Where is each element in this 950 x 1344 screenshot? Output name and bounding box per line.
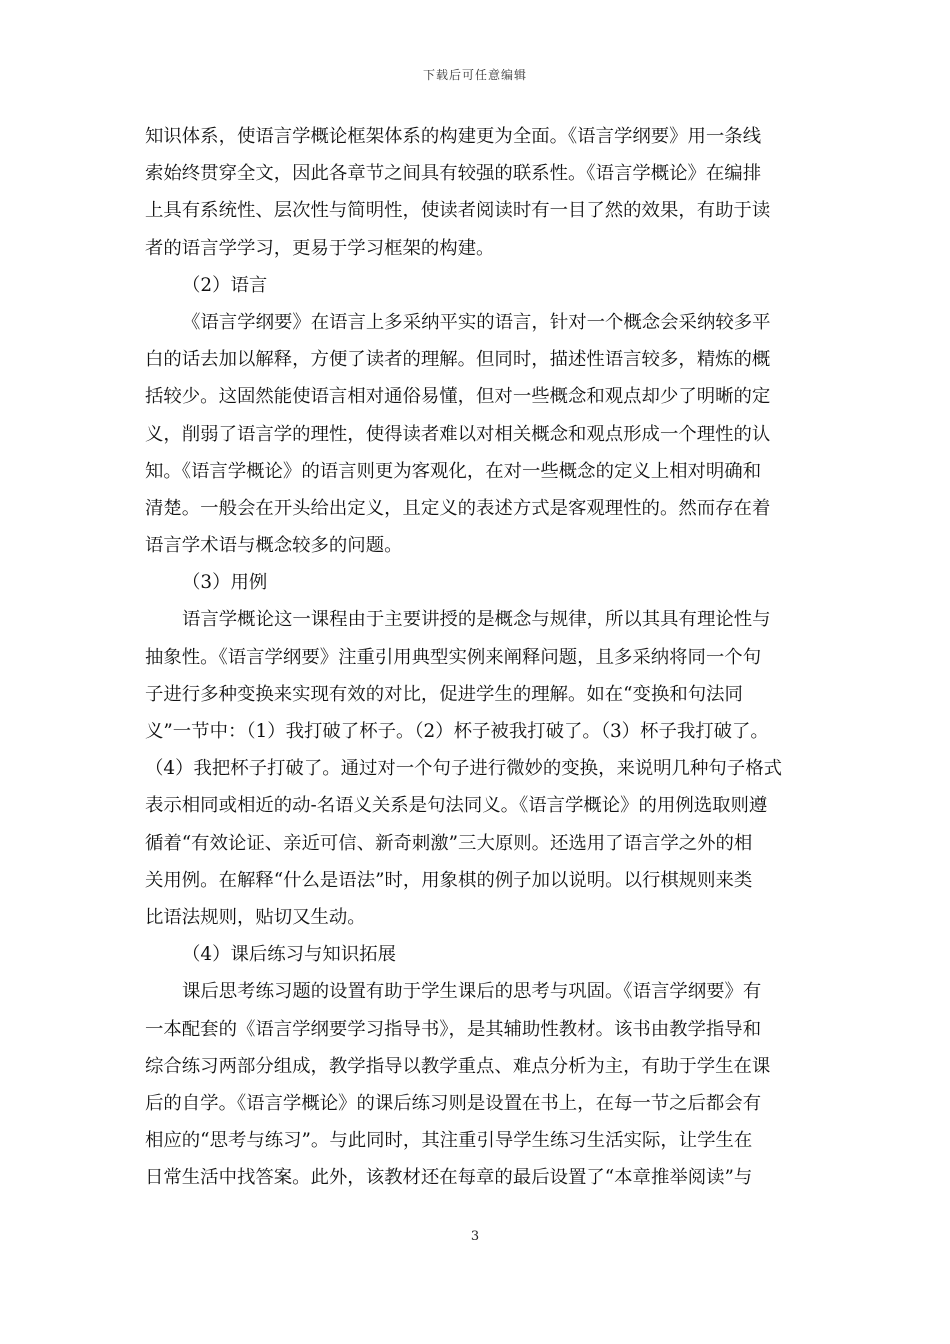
text-line: （4）课后练习与知识拓展: [182, 944, 396, 966]
text-line: 课后思考练习题的设置有助于学生课后的思考与巩固。《语言学纲要》有: [182, 981, 762, 1003]
text-line: 后的自学。《语言学概论》的课后练习则是设置在书上，在每一节之后都会有: [145, 1092, 762, 1114]
text-line: 括较少。这固然能使语言相对通俗易懂，但对一些概念和观点却少了明晰的定: [145, 386, 771, 408]
text-line: 综合练习两部分组成，教学指导以教学重点、难点分析为主，有助于学生在课: [145, 1055, 771, 1077]
text-line: 语言学概论这一课程由于主要讲授的是概念与规律，所以其具有理论性与: [182, 609, 771, 631]
text-line: （4）我把杯子打破了。通过对一个句子进行微妙的变换，来说明几种句子格式: [145, 758, 782, 780]
page-number: 3: [470, 1229, 480, 1244]
text-line: 日常生活中找答案。此外，该教材还在每章的最后设置了“本章推举阅读”与: [145, 1167, 753, 1189]
text-line: 《语言学纲要》在语言上多采纳平实的语言，针对一个概念会采纳较多平: [182, 311, 771, 333]
text-line: 相应的“思考与练习”。与此同时，其注重引导学生练习生活实际，让学生在: [145, 1130, 753, 1152]
text-line: 知。《语言学概论》的语言则更为客观化，在对一些概念的定义上相对明确和: [145, 460, 762, 482]
text-line: （2）语言: [182, 274, 268, 296]
text-line: 循着“有效论证、亲近可信、新奇刺激”三大原则。还选用了语言学之外的相: [145, 832, 753, 854]
text-line: 者的语言学学习，更易于学习框架的构建。: [145, 237, 495, 259]
document-body: [145, 118, 813, 1196]
text-line: 一本配套的《语言学纲要学习指导书》，是其辅助性教材。该书由教学指导和: [145, 1018, 762, 1040]
text-line: 上具有系统性、层次性与简明性，使读者阅读时有一目了然的效果，有助于读: [145, 200, 771, 222]
text-line: 知识体系，使语言学概论框架体系的构建更为全面。《语言学纲要》用一条线: [145, 126, 762, 147]
text-line: 关用例。在解释“什么是语法”时，用象棋的例子加以说明。以行棋规则来类: [145, 869, 753, 891]
text-line: 白的话去加以解释，方便了读者的理解。但同时，描述性语言较多，精炼的概: [145, 349, 771, 371]
text-line: （3）用例: [182, 572, 268, 594]
text-line: 比语法规则，贴切又生动。: [145, 906, 366, 928]
text-line: 索始终贯穿全文，因此各章节之间具有较强的联系性。《语言学概论》在编排: [145, 163, 762, 185]
text-line: 清楚。一般会在开头给出定义，且定义的表述方式是客观理性的。然而存在着: [145, 497, 771, 519]
text-line: 抽象性。《语言学纲要》注重引用典型实例来阐释问题，且多采纳将同一个句: [145, 646, 762, 668]
text-line: 语言学术语与概念较多的问题。: [145, 535, 403, 557]
text-line: 义”一节中：（1）我打破了杯子。（2）杯子被我打破了。（3）杯子我打破了。: [145, 721, 769, 742]
page-header: 下载后可任意编辑: [422, 68, 527, 82]
text-line: 表示相同或相近的动-名语义关系是句法同义。《语言学概论》的用例选取则遵: [145, 795, 768, 817]
text-line: 义，削弱了语言学的理性，使得读者难以对相关概念和观点形成一个理性的认: [145, 423, 771, 445]
text-line: 子进行多种变换来实现有效的对比，促进学生的理解。如在“变换和句法同: [145, 683, 743, 705]
